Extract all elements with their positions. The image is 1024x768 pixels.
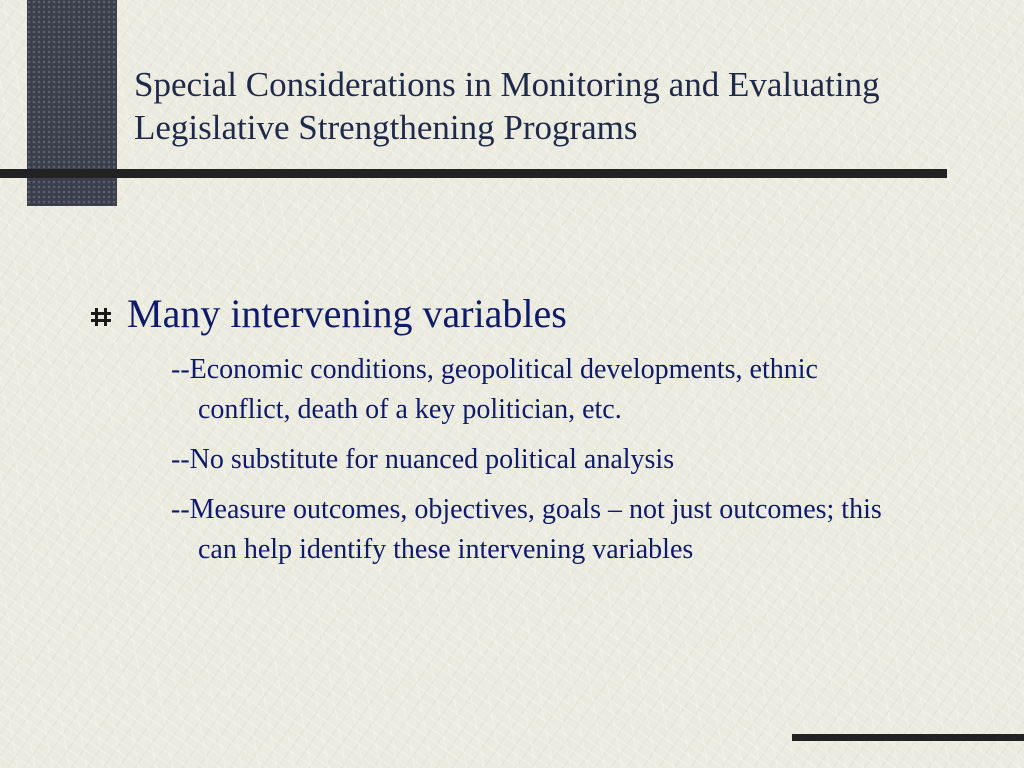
sub-bullet-item: --Economic conditions, geopolitical developments, ethnic conflict, death of a key politician, etc. (171, 354, 818, 425)
main-bullet-text: Many intervening variables (127, 291, 567, 336)
bottom-divider-bar (792, 734, 1024, 741)
slide-title-line-1: Special Considerations in Monitoring and Evaluating (134, 65, 880, 104)
hash-bullet-icon (90, 306, 112, 328)
sub-bullet-list (171, 350, 911, 580)
title-divider-bar (0, 169, 947, 178)
slide-title (134, 63, 1004, 149)
main-bullet (90, 290, 567, 338)
sub-bullet-item: --Measure outcomes, objectives, goals – not just outcomes; this can help identify these intervening variables (171, 494, 882, 565)
sub-bullet-item: --No substitute for nuanced political analysis (171, 444, 675, 475)
slide-title-line-2: Legislative Strengthening Programs (134, 108, 638, 147)
